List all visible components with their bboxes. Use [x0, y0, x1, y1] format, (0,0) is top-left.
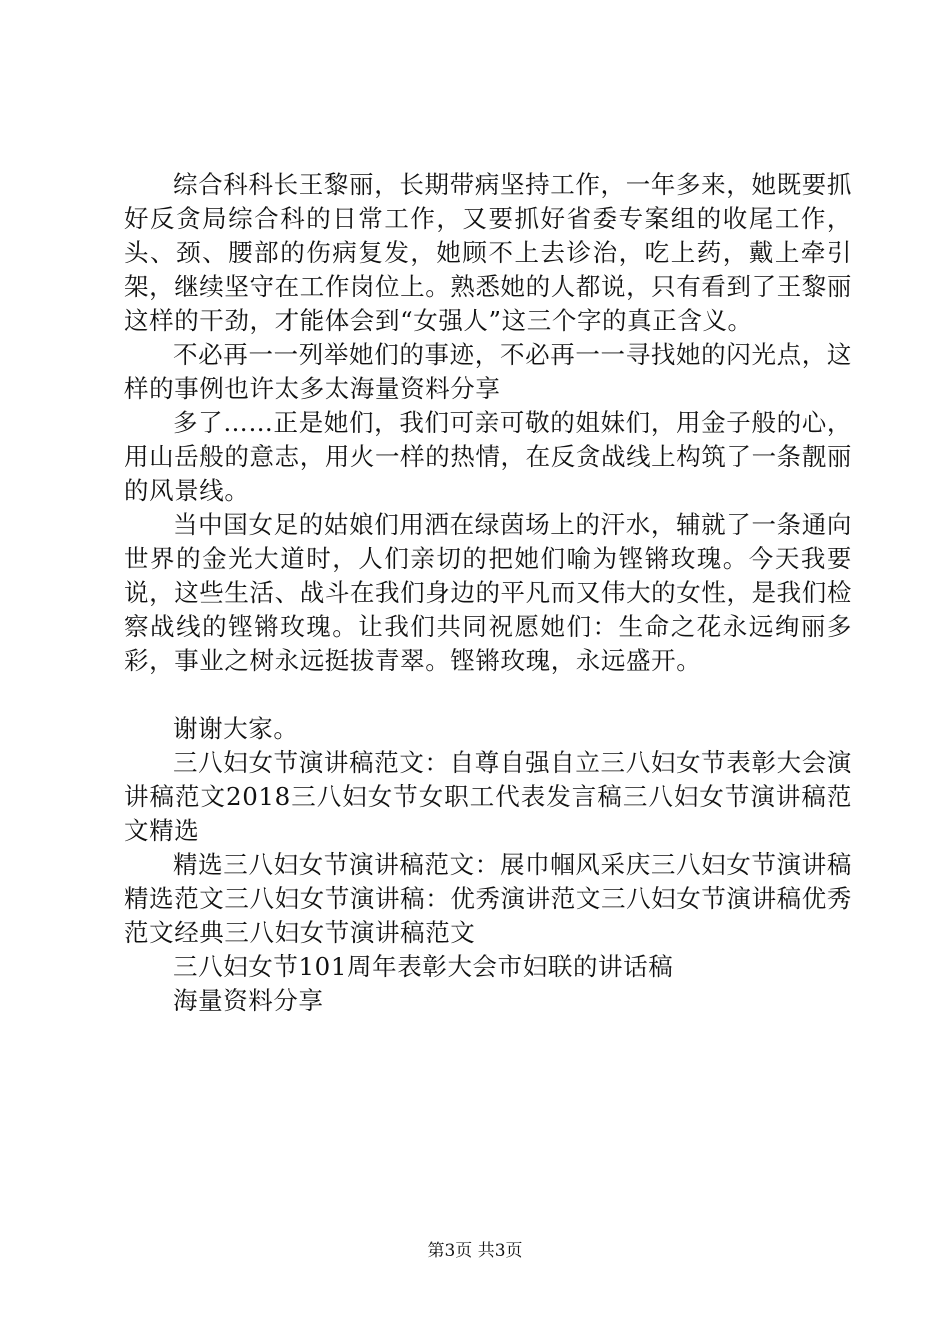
- paragraph-steel-roses: 当中国女足的姑娘们用洒在绿茵场上的汗水，辅就了一条通向世界的金光大道时，人们亲切的把她们喻为铿锵玫瑰。今天我要说，这些生活、战斗在我们身边的平凡而又伟大的女性，是我们检察战线的铿锵玫瑰。让我们共同祝愿她们：生命之花永远绚丽多彩，事业之树永远挺拔青翠。铿锵玫瑰，永远盛开。: [124, 510, 852, 675]
- document-body: [124, 168, 852, 1018]
- related-link-2: 精选三八妇女节演讲稿范文：展巾帼风采庆三八妇女节演讲稿精选范文三八妇女节演讲稿：优秀演讲范文三八妇女节演讲稿优秀范文经典三八妇女节演讲稿范文: [124, 850, 852, 947]
- paragraph-wang-lili: 综合科科长王黎丽，长期带病坚持工作，一年多来，她既要抓好反贪局综合科的日常工作，又要抓好省委专案组的收尾工作，头、颈、腰部的伤病复发，她顾不上去诊治，吃上药，戴上牵引架，继续坚守在工作岗位上。熟悉她的人都说，只有看到了王黎丽这样的干劲，才能体会到“女强人”这三个字的真正含义。: [124, 170, 852, 335]
- page-footer: 第3页 共3页: [427, 1241, 523, 1261]
- paragraph-sisters: 多了……正是她们，我们可亲可敬的姐妹们，用金子般的心，用山岳般的意志，用火一样的热情，在反贪战线上构筑了一条靓丽的风景线。: [124, 408, 852, 505]
- paragraph-no-need-list: 不必再一一列举她们的事迹，不必再一一寻找她的闪光点，这样的事例也许太多太海量资料分享: [124, 340, 852, 403]
- related-link-3: 三八妇女节101周年表彰大会市妇联的讲话稿: [173, 952, 674, 981]
- related-link-1: 三八妇女节演讲稿范文：自尊自强自立三八妇女节表彰大会演讲稿范文2018三八妇女节女职工代表发言稿三八妇女节演讲稿范文精选: [124, 748, 852, 845]
- paragraph-thanks: 谢谢大家。: [173, 714, 299, 743]
- related-link-4: 海量资料分享: [173, 986, 324, 1015]
